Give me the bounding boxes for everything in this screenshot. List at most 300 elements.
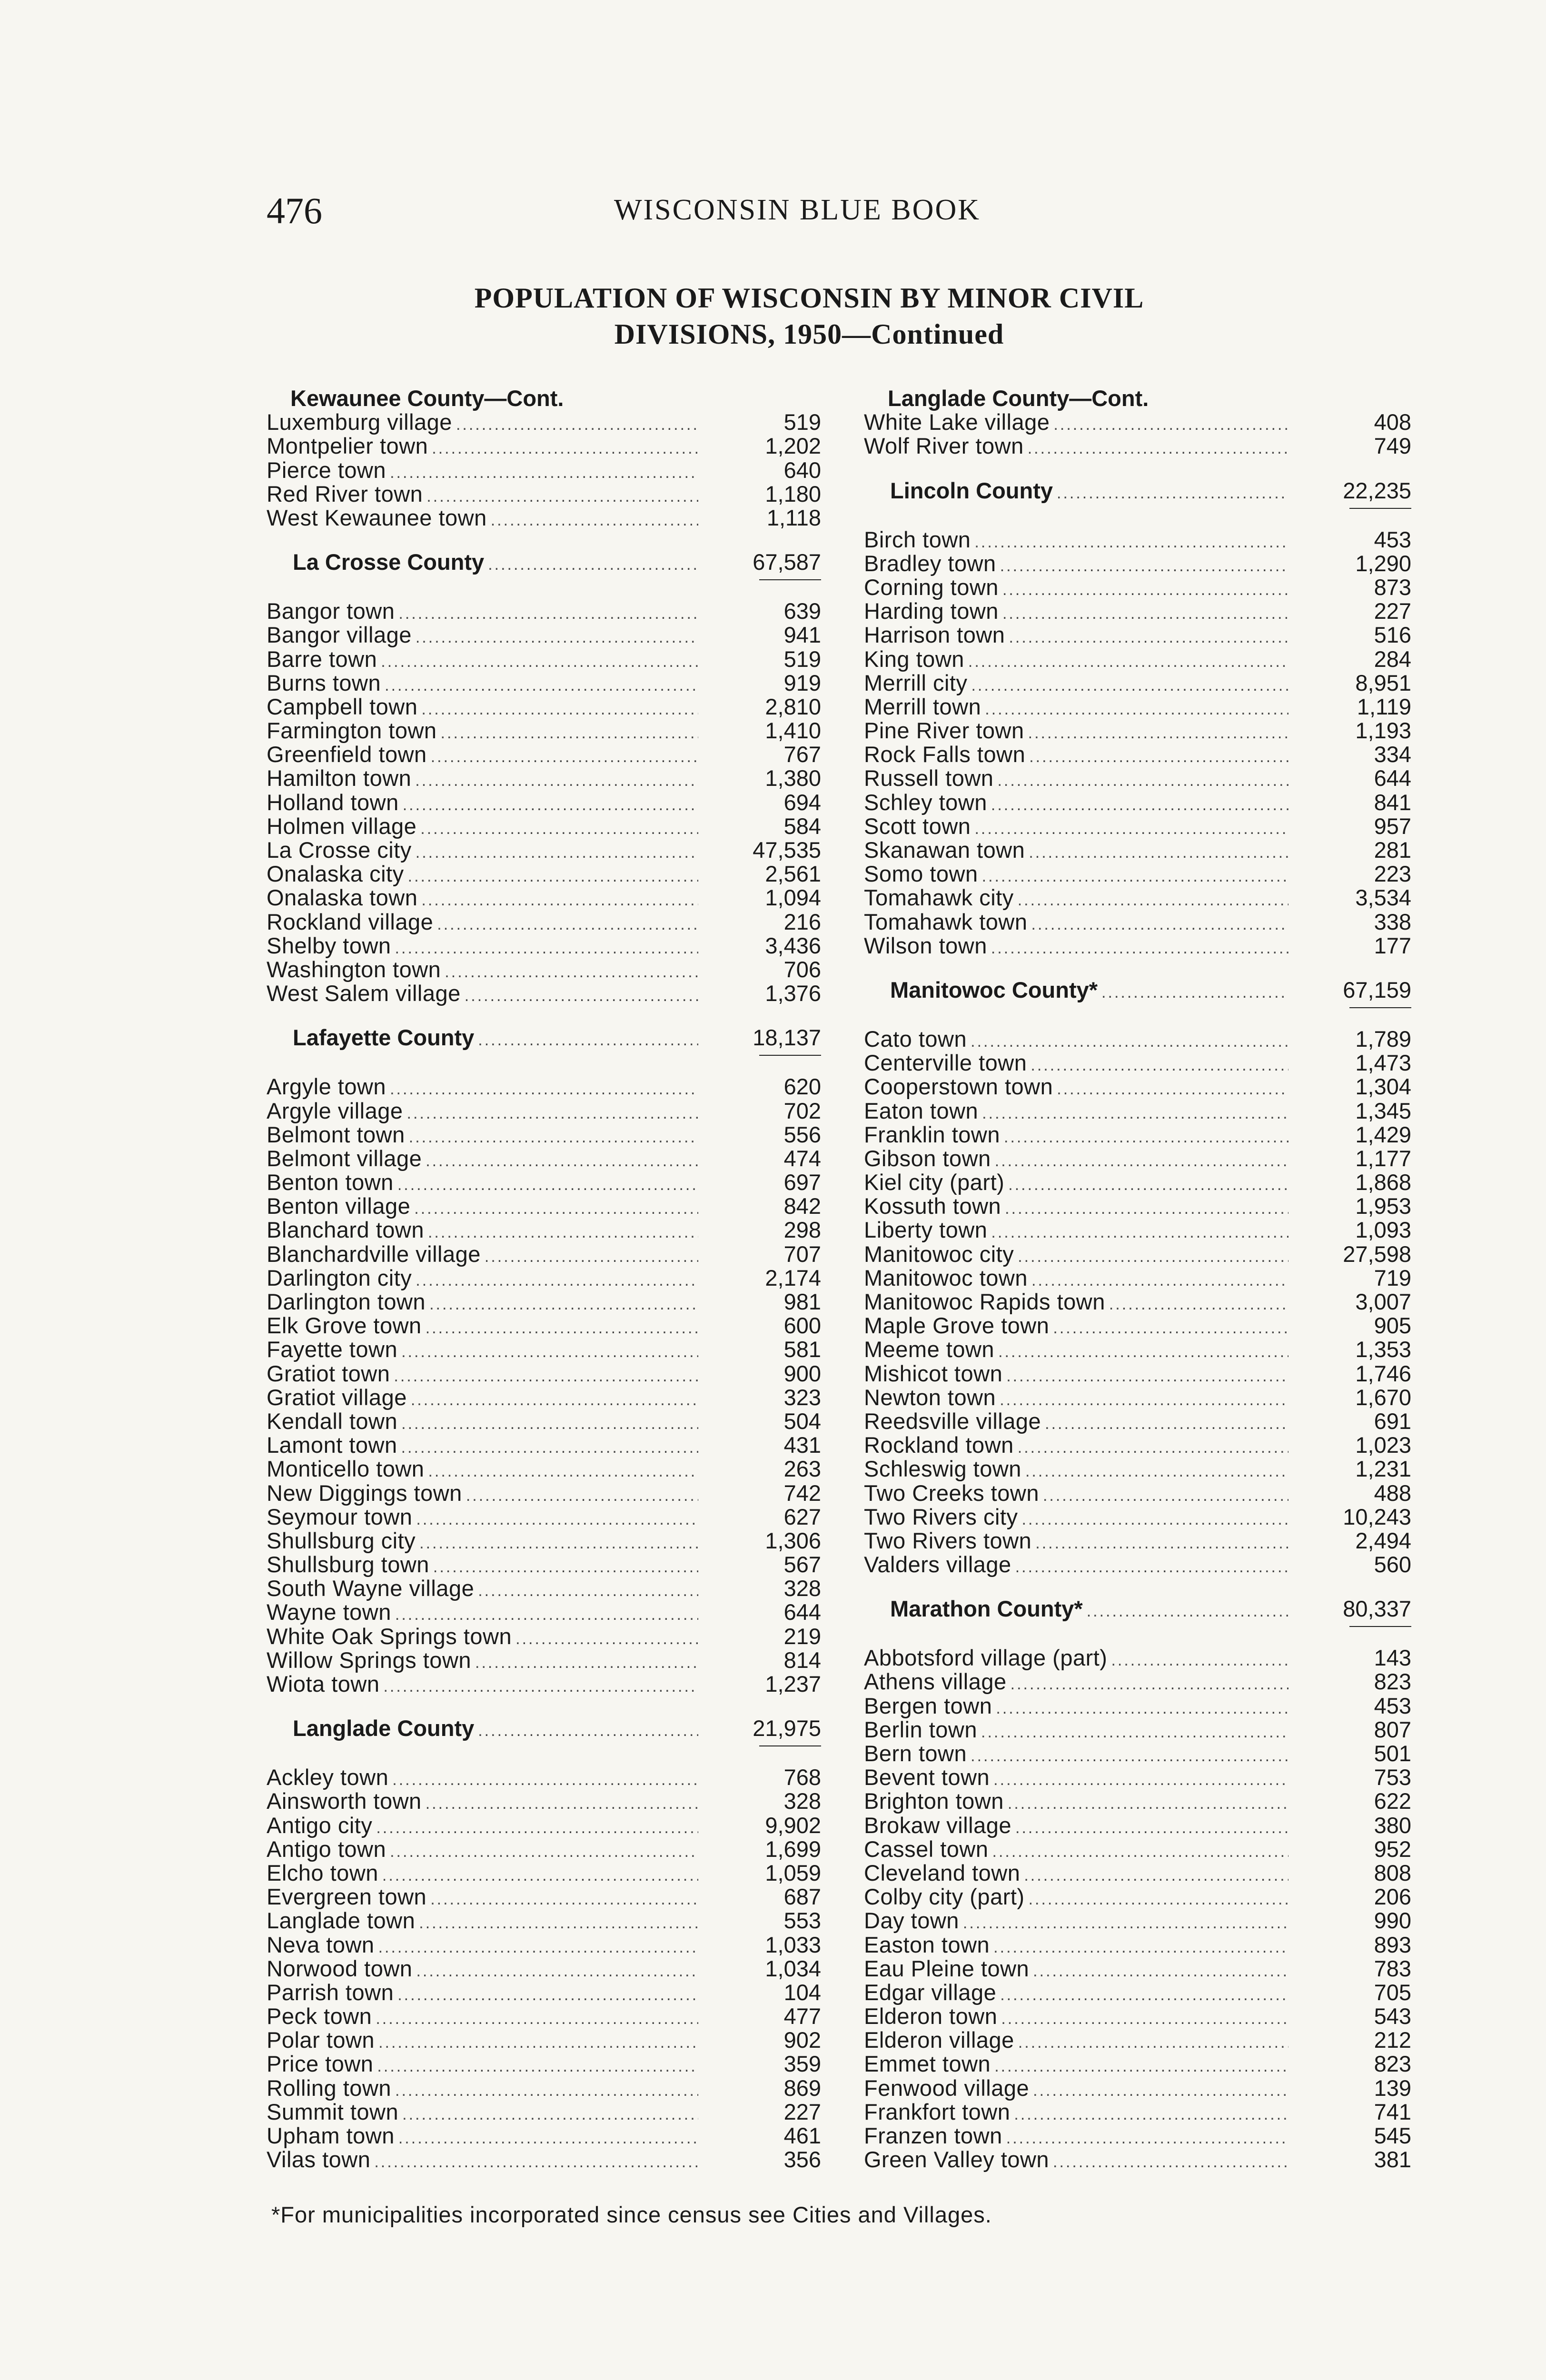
dot-leader xyxy=(963,1911,1288,1935)
table-row xyxy=(864,1837,1411,1861)
table-row xyxy=(864,1433,1411,1457)
table-row xyxy=(267,1837,821,1861)
population-value: 1,059 xyxy=(765,1860,821,1885)
page-title xyxy=(333,280,1285,352)
dot-leader xyxy=(515,1627,698,1651)
population-value: 719 xyxy=(1374,1265,1411,1290)
dot-leader xyxy=(421,697,698,721)
division-name: Rolling town xyxy=(267,2075,392,2101)
population-value: 1,118 xyxy=(766,505,821,530)
county-total: 18,137 xyxy=(753,1025,821,1051)
population-value: 2,561 xyxy=(765,861,821,887)
division-name: Eaton town xyxy=(864,1098,979,1123)
dot-leader xyxy=(395,2079,698,2102)
continued-county-heading: Kewaunee County—Cont. xyxy=(290,386,564,411)
population-value: 697 xyxy=(783,1170,821,1195)
dot-leader xyxy=(1000,1388,1288,1412)
county-total: 80,337 xyxy=(1343,1596,1411,1622)
population-value: 1,034 xyxy=(765,1955,821,1981)
population-value: 488 xyxy=(1374,1480,1411,1506)
dot-leader xyxy=(426,1316,698,1340)
dot-leader xyxy=(416,625,698,649)
table-row xyxy=(864,599,1411,623)
dot-leader xyxy=(491,508,698,532)
dot-leader xyxy=(432,436,698,460)
division-name: West Salem village xyxy=(267,981,461,1006)
title-line-1: POPULATION OF WISCONSIN BY MINOR CIVIL xyxy=(474,282,1144,314)
division-name: Brokaw village xyxy=(864,1812,1012,1838)
table-row xyxy=(267,2076,821,2100)
division-name: Red River town xyxy=(267,481,423,506)
division-name: Luxemburg village xyxy=(267,409,452,435)
division-name: Bangor town xyxy=(267,598,395,624)
population-value: 1,193 xyxy=(1355,718,1411,744)
division-name: Gratiot town xyxy=(267,1360,390,1386)
table-row xyxy=(864,1099,1411,1123)
division-name: Pierce town xyxy=(267,457,386,483)
population-value: 767 xyxy=(783,742,821,767)
table-row xyxy=(864,1957,1411,1981)
population-value: 1,237 xyxy=(765,1671,821,1696)
division-name: Price town xyxy=(267,2051,374,2077)
dot-leader xyxy=(1000,1983,1288,2007)
population-value: 705 xyxy=(1374,1979,1411,2005)
table-row xyxy=(267,1933,821,1957)
dot-leader xyxy=(376,1816,698,1840)
total-rule xyxy=(759,1055,821,1056)
dot-leader xyxy=(392,1768,698,1792)
table-row xyxy=(267,1529,821,1553)
dot-leader xyxy=(402,2102,698,2126)
population-value: 553 xyxy=(783,1908,821,1934)
dot-leader xyxy=(1057,481,1288,506)
division-name: Two Rivers city xyxy=(864,1504,1018,1529)
table-row xyxy=(267,1314,821,1338)
division-name: Washington town xyxy=(267,956,441,982)
population-value: 742 xyxy=(783,1480,821,1506)
dot-leader xyxy=(416,841,698,864)
division-name: Shullsburg town xyxy=(267,1552,429,1577)
dot-leader xyxy=(478,1718,698,1743)
table-row xyxy=(864,2028,1411,2052)
population-value: 223 xyxy=(1374,861,1411,887)
county-name: Lafayette County xyxy=(293,1025,475,1051)
division-name: Colby city (part) xyxy=(864,1884,1025,1910)
population-value: 753 xyxy=(1374,1765,1411,1790)
dot-leader xyxy=(401,1436,698,1459)
table-row xyxy=(864,1885,1411,1909)
dot-leader xyxy=(1008,1792,1288,1815)
population-value: 941 xyxy=(783,622,821,648)
division-name: Fenwood village xyxy=(864,2075,1030,2101)
dot-leader xyxy=(1015,1555,1288,1579)
population-value: 1,290 xyxy=(1355,550,1411,576)
population-value: 10,243 xyxy=(1343,1504,1411,1529)
population-value: 620 xyxy=(783,1074,821,1100)
division-name: Manitowoc Rapids town xyxy=(864,1289,1105,1314)
population-value: 461 xyxy=(783,2123,821,2148)
dot-leader xyxy=(390,1840,698,1864)
table-row xyxy=(267,1957,821,1981)
division-name: Onalaska town xyxy=(267,885,418,911)
dot-leader xyxy=(1014,2102,1288,2126)
division-name: Elderon village xyxy=(864,2027,1014,2053)
dot-leader xyxy=(985,697,1288,721)
page-header xyxy=(0,189,1546,242)
division-name: Bevent town xyxy=(864,1765,990,1790)
population-value: 581 xyxy=(783,1337,821,1362)
table-row xyxy=(267,1362,821,1386)
table-row xyxy=(267,1218,821,1242)
division-name: Holmen village xyxy=(267,813,417,839)
dot-leader xyxy=(441,721,698,745)
county-heading xyxy=(267,550,821,575)
table-row xyxy=(864,1194,1411,1218)
population-value: 284 xyxy=(1374,646,1411,672)
division-name: Upham town xyxy=(267,2123,395,2148)
population-value: 3,534 xyxy=(1355,885,1411,911)
dot-leader xyxy=(397,1983,698,2007)
dot-leader xyxy=(376,2007,698,2031)
division-name: Montpelier town xyxy=(267,433,428,459)
division-name: Merrill city xyxy=(864,670,968,695)
division-name: Wilson town xyxy=(864,932,987,958)
dot-leader xyxy=(981,1720,1288,1744)
population-value: 691 xyxy=(1374,1408,1411,1434)
division-name: Norwood town xyxy=(267,1955,413,1981)
dot-leader xyxy=(394,1364,698,1388)
table-row xyxy=(864,1027,1411,1051)
table-row xyxy=(267,1765,821,1789)
dot-leader xyxy=(429,1292,698,1316)
table-row xyxy=(864,1765,1411,1789)
county-heading xyxy=(864,978,1411,1002)
table-row xyxy=(864,814,1411,838)
table-row xyxy=(864,671,1411,695)
table-row xyxy=(864,2124,1411,2148)
division-name: Harding town xyxy=(864,598,999,624)
division-name: Greenfield town xyxy=(267,742,427,767)
table-row xyxy=(267,1885,821,1909)
table-row xyxy=(267,1814,821,1837)
population-value: 905 xyxy=(1374,1313,1411,1339)
table-row xyxy=(267,1099,821,1123)
population-value: 227 xyxy=(783,2099,821,2124)
population-value: 1,429 xyxy=(1355,1121,1411,1147)
population-value: 807 xyxy=(1374,1716,1411,1742)
division-name: Skanawan town xyxy=(864,837,1025,863)
table-row xyxy=(267,1266,821,1290)
table-row xyxy=(864,1718,1411,1742)
table-row xyxy=(864,910,1411,934)
county-heading xyxy=(864,478,1411,503)
division-name: Birch town xyxy=(864,526,971,552)
dot-leader xyxy=(1028,721,1288,745)
population-value: 206 xyxy=(1374,1884,1411,1910)
division-name: Ainsworth town xyxy=(267,1788,422,1814)
population-value: 1,353 xyxy=(1355,1337,1411,1362)
division-name: Eau Pleine town xyxy=(864,1955,1030,1981)
table-row xyxy=(267,1075,821,1099)
dot-leader xyxy=(1002,602,1288,625)
table-row xyxy=(864,1814,1411,1837)
table-row xyxy=(267,2148,821,2172)
population-value: 504 xyxy=(783,1408,821,1434)
dot-leader xyxy=(1033,2079,1288,2102)
division-name: Tomahawk city xyxy=(864,885,1014,911)
division-name: Franzen town xyxy=(864,2123,1002,2148)
division-name: Farmington town xyxy=(267,718,437,744)
division-name: Bangor village xyxy=(267,622,412,648)
table-row xyxy=(864,1481,1411,1505)
division-name: Blanchardville village xyxy=(267,1241,481,1267)
population-value: 519 xyxy=(783,409,821,435)
division-name: Belmont village xyxy=(267,1145,422,1171)
dot-leader xyxy=(430,1887,698,1911)
table-row xyxy=(267,719,821,743)
population-value: 1,410 xyxy=(765,718,821,744)
table-row xyxy=(864,743,1411,766)
division-name: Darlington city xyxy=(267,1265,412,1290)
table-row xyxy=(864,1051,1411,1075)
division-name: Summit town xyxy=(267,2099,399,2124)
table-row xyxy=(864,2004,1411,2028)
division-name: Rockland village xyxy=(267,909,434,934)
division-name: Reedsville village xyxy=(864,1408,1041,1434)
county-total: 67,587 xyxy=(753,549,821,575)
population-value: 139 xyxy=(1374,2075,1411,2101)
division-name: Antigo town xyxy=(267,1836,386,1862)
dot-leader xyxy=(381,650,698,674)
dot-leader xyxy=(993,1768,1288,1792)
dot-leader xyxy=(431,745,698,769)
county-name: Marathon County* xyxy=(890,1596,1083,1622)
population-value: 227 xyxy=(1374,598,1411,624)
table-row xyxy=(267,506,821,530)
population-value: 749 xyxy=(1374,433,1411,459)
table-row xyxy=(267,434,821,458)
table-row xyxy=(864,2052,1411,2076)
division-name: Langlade town xyxy=(267,1908,416,1934)
population-value: 900 xyxy=(783,1360,821,1386)
division-name: Campbell town xyxy=(267,694,418,719)
dot-leader xyxy=(1028,436,1288,460)
table-row xyxy=(864,2148,1411,2172)
division-name: Benton village xyxy=(267,1193,411,1219)
population-value: 567 xyxy=(783,1552,821,1577)
dot-leader xyxy=(407,1101,698,1125)
population-value: 2,810 xyxy=(765,694,821,719)
population-value: 143 xyxy=(1374,1645,1411,1671)
table-row xyxy=(267,695,821,719)
population-value: 823 xyxy=(1374,1669,1411,1695)
population-value: 338 xyxy=(1374,909,1411,934)
dot-leader xyxy=(997,769,1288,793)
division-name: Frankfort town xyxy=(864,2099,1011,2124)
table-row xyxy=(267,1625,821,1648)
population-value: 47,535 xyxy=(753,837,821,863)
total-rule xyxy=(1349,1007,1411,1008)
population-value: 1,868 xyxy=(1355,1170,1411,1195)
division-name: Centerville town xyxy=(864,1050,1027,1076)
population-value: 584 xyxy=(783,813,821,839)
population-value: 1,119 xyxy=(1357,694,1411,719)
table-row xyxy=(864,1694,1411,1718)
division-name: White Lake village xyxy=(864,409,1050,435)
table-row xyxy=(267,982,821,1005)
table-row xyxy=(267,2004,821,2028)
division-name: Holland town xyxy=(267,789,399,815)
division-name: Meeme town xyxy=(864,1337,995,1362)
dot-leader xyxy=(1029,745,1288,769)
population-value: 783 xyxy=(1374,1955,1411,1981)
table-row xyxy=(267,886,821,910)
table-row xyxy=(267,2124,821,2148)
dot-leader xyxy=(1018,2031,1288,2054)
division-name: Cooperstown town xyxy=(864,1074,1053,1100)
division-name: Schleswig town xyxy=(864,1456,1021,1482)
table-row xyxy=(864,934,1411,958)
dot-leader xyxy=(414,1197,698,1220)
dot-leader xyxy=(1035,1531,1288,1555)
division-name: Manitowoc city xyxy=(864,1241,1014,1267)
division-name: Cassel town xyxy=(864,1836,989,1862)
division-name: Abbotsford village (part) xyxy=(864,1645,1108,1671)
population-value: 453 xyxy=(1374,1693,1411,1718)
table-row xyxy=(267,2100,821,2124)
population-value: 543 xyxy=(1374,2003,1411,2029)
dot-leader xyxy=(428,1459,698,1483)
table-row xyxy=(267,1194,821,1218)
dot-leader xyxy=(1001,2007,1288,2031)
population-value: 356 xyxy=(783,2147,821,2172)
population-value: 519 xyxy=(783,646,821,672)
population-value: 1,380 xyxy=(765,765,821,791)
dot-leader xyxy=(1022,1507,1289,1531)
dot-leader xyxy=(377,2054,698,2078)
population-value: 328 xyxy=(783,1576,821,1601)
table-row xyxy=(267,743,821,766)
population-value: 381 xyxy=(1374,2147,1411,2172)
population-value: 1,746 xyxy=(1355,1360,1411,1386)
division-name: Shullsburg city xyxy=(267,1527,416,1553)
division-name: Wolf River town xyxy=(864,433,1024,459)
table-row xyxy=(267,623,821,647)
dot-leader xyxy=(401,1340,698,1364)
dot-leader xyxy=(408,864,698,888)
dot-leader xyxy=(991,793,1288,817)
dot-leader xyxy=(426,1149,698,1173)
dot-leader xyxy=(488,552,698,577)
table-row xyxy=(267,1481,821,1505)
table-row xyxy=(864,1670,1411,1694)
division-name: Athens village xyxy=(864,1669,1007,1695)
division-name: Two Rivers town xyxy=(864,1527,1032,1553)
table-row xyxy=(267,1553,821,1577)
division-name: Barre town xyxy=(267,646,377,672)
division-name: Elderon town xyxy=(864,2003,998,2029)
dot-leader xyxy=(485,1245,698,1269)
table-row xyxy=(267,1338,821,1361)
division-name: Antigo city xyxy=(267,1812,373,1838)
population-value: 9,902 xyxy=(765,1812,821,1838)
table-row xyxy=(864,1123,1411,1147)
table-row xyxy=(864,575,1411,599)
division-name: Argyle village xyxy=(267,1098,403,1123)
table-row xyxy=(864,1242,1411,1266)
population-value: 952 xyxy=(1374,1836,1411,1862)
county-heading xyxy=(864,1597,1411,1621)
dot-leader xyxy=(1053,1316,1288,1340)
population-value: 600 xyxy=(783,1313,821,1339)
dot-leader xyxy=(465,984,698,1008)
population-value: 990 xyxy=(1374,1908,1411,1934)
population-value: 1,304 xyxy=(1355,1074,1411,1100)
population-value: 1,345 xyxy=(1355,1098,1411,1123)
population-value: 869 xyxy=(783,2075,821,2101)
table-row xyxy=(864,2100,1411,2124)
dot-leader xyxy=(478,1579,698,1603)
population-value: 263 xyxy=(783,1456,821,1482)
dot-leader xyxy=(466,1484,698,1507)
footnote: *For municipalities incorporated since census see Cities and Villages. xyxy=(271,2202,992,2227)
table-row xyxy=(267,1290,821,1314)
division-name: Cato town xyxy=(864,1026,967,1051)
table-row xyxy=(267,1909,821,1933)
population-value: 1,670 xyxy=(1355,1384,1411,1410)
population-value: 919 xyxy=(783,670,821,695)
division-name: King town xyxy=(864,646,964,672)
dot-leader xyxy=(1018,888,1288,912)
division-name: Schley town xyxy=(864,789,987,815)
population-value: 104 xyxy=(783,1979,821,2005)
dot-leader xyxy=(1024,1864,1288,1887)
county-total: 21,975 xyxy=(753,1716,821,1741)
population-value: 640 xyxy=(783,457,821,483)
dot-leader xyxy=(416,1269,698,1292)
table-row xyxy=(267,482,821,506)
population-value: 556 xyxy=(783,1121,821,1147)
dot-leader xyxy=(1031,1053,1288,1077)
total-rule xyxy=(1349,508,1411,509)
division-name: West Kewaunee town xyxy=(267,505,487,530)
division-name: Burns town xyxy=(267,670,381,695)
table-row xyxy=(864,1170,1411,1194)
division-name: Onalaska city xyxy=(267,861,404,887)
division-name: Evergreen town xyxy=(267,1884,427,1910)
division-name: Argyle town xyxy=(267,1074,386,1100)
table-row xyxy=(864,647,1411,671)
division-name: Russell town xyxy=(864,765,994,791)
division-name: Newton town xyxy=(864,1384,996,1410)
population-value: 1,033 xyxy=(765,1932,821,1957)
population-value: 707 xyxy=(783,1241,821,1267)
dot-leader xyxy=(1101,980,1288,1005)
division-name: Darlington town xyxy=(267,1289,426,1314)
table-row xyxy=(267,647,821,671)
division-name: Bergen town xyxy=(864,1693,992,1718)
total-rule xyxy=(1349,1626,1411,1627)
population-value: 694 xyxy=(783,789,821,815)
table-row xyxy=(864,886,1411,910)
dot-leader xyxy=(409,1125,698,1149)
dot-leader xyxy=(971,674,1288,697)
division-name: Berlin town xyxy=(864,1716,977,1742)
division-name: Mishicot town xyxy=(864,1360,1003,1386)
population-value: 334 xyxy=(1374,742,1411,767)
table-row xyxy=(864,1409,1411,1433)
population-value: 706 xyxy=(783,956,821,982)
